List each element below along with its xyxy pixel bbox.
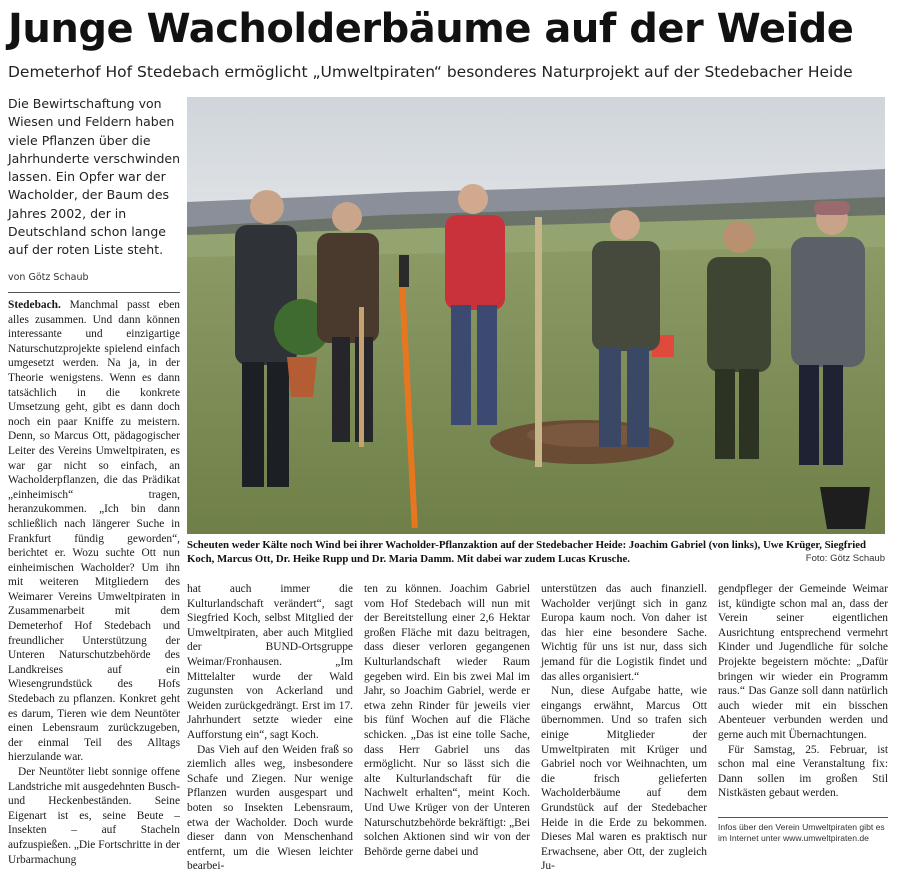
article-column-2: [187, 582, 353, 874]
lead-paragraph: Die Bewirtschaftung von Wiesen und Feldern haben viele Pflanzen über die Jahrhunderte verschwinden lassen. Ein Opfer war der Wacholder, der Baum des Jahres 2002, der in Deutschland schon lange auf der roten Liste steht.: [8, 96, 180, 258]
article-column-1: [8, 298, 180, 867]
article-column-4: [541, 582, 707, 874]
column-4-paragraph-2: Nun, diese Aufgabe hatte, wie eingangs erwähnt, Marcus Ott übernommen. Und so trafen sich einige Mitglieder der Umweltpiraten mit Krüger und Gabriel noch vor Weihnachten, um die frisch gelieferten Wacholderbäume auf dem Grundstück auf der Stedebacher Heide in die Erde zu bekommen. Dieses Mal waren es praktisch nur Erwachsene, aber Ott, der zugleich Ju-: [541, 685, 707, 873]
article-column-5: [718, 582, 888, 801]
headline: Junge Wacholderbäume auf der Weide: [8, 6, 854, 52]
column-4-paragraph-1: unterstützen das auch finanziell. Wacholder verjüngt sich in ganz Europa kaum noch. Von daher ist das hier eine besondere Sache. Wichtig für uns ist nur, dass sich jemand für die Logistik findet und das alles organisiert.“: [541, 583, 707, 683]
planting-scene-illustration: [187, 97, 885, 534]
lead-separator: [8, 292, 180, 293]
column-3-paragraph-1: ten zu können. Joachim Gabriel vom Hof Stedebach will nun mit der Bereitstellung einer 2,6 Hektar großen Fläche mit dazu beitragen, dass dieser verloren gegangenen Kulturlandschaft wieder Raum gegeben wird. Ein bis zwei Mal im Jahr, so Joachim Gabriel, werde er etwa zehn Rinder für jeweils vier bis fünf Wochen auf die Fläche schicken. „Das ist eine tolle Sache, dass Herr Gabriel uns das ermöglicht. Nur so lässt sich die alte Kulturlandschaft für die Nachwelt erhalten“, meint Koch. Und Uwe Krüger von der Unteren Naturschutzbehörde bekräftigt: „Bei solchen Aktionen sind wir von der Behörde gerne dabei und: [364, 583, 530, 858]
column-1-paragraph-1: Manchmal passt eben alles zusammen. Und dann können interessante und einzigartige Naturschutzprojekte spielend einfach umgesetzt werden. Na ja, in der Theorie wenigstens. Wenn es dann tatsächlich in die konkrete Umsetzung geht, gibt es dann doch noch ein paar Kniffe zu meistern. Denn, so Marcus Ott, pädagogischer Leiter des Vereins Umweltpiraten, es war gar nicht so einfach, an Wacholderpflanzen, die das Prädikat „einheimisch“ tragen, heranzukommen. „Ich bin dann schließlich nach längerer Suche in Frankfurt fündig geworden“, berichtet er. Wozu suchte Ott nun einheimischen Wacholder? Um ihn mit weiteren Mitgliedern des Weimarer Vereins Umweltpiraten in Zusammenarbeit mit dem Demeterhof Hof Stedebach und freundlicher Unterstützung der Unteren Naturschutzbehörde des Landkreises auf ein Wiesengrundstück des Hofs Stedebach zu pflanzen. Konkret geht es darum, Tieren wie dem Neuntöter einen Lebensraum zurückzugeben, der einmal Teil des Alltags hierzulande war.: [8, 299, 180, 764]
photo-caption: Scheuten weder Kälte noch Wind bei ihrer Wacholder-Pflanzaktion auf der Stedebacher Heide: Joachim Gabriel (von links), Uwe Krüger, Siegfried Koch, Marcus Ott, Dr. Heike Rupp und Dr. Maria Damm. Mit dabei war zudem Lucas Krusche.: [187, 539, 866, 565]
subheadline: Demeterhof Hof Stedebach ermöglicht „Umweltpiraten“ besonderes Naturprojekt auf der Stedebacher Heide: [8, 63, 853, 81]
article-column-3: [364, 582, 530, 859]
column-2-paragraph-2: Das Vieh auf den Weiden fraß so ziemlich alles weg, insbesondere Schafe und Ziegen. Nur wenige Pflanzen wurden ausgespart und boten so Insekten Lebensraum, etwa der Wacholder. Doch wurde dieser dann von Menschenhand entfernt, um die Wiesen leichter bearbei-: [187, 743, 353, 873]
column-5-paragraph-1: gendpfleger der Gemeinde Weimar ist, kündigte schon mal an, dass der Verein seiner eigentlichen Ausrichtung entsprechend vermehrt Kinder und Jugendliche für solche Projekte begeistern möchte: „Dafür bringen wir wieder ein Programm raus.“ Das Ganze soll dann natürlich auch wieder mit ein bisschen Abenteuer verbunden werden und gerne auch mit Übernachtungen.: [718, 583, 888, 741]
info-separator: [718, 817, 888, 818]
article-photo: [187, 97, 885, 534]
author-byline: von Götz Schaub: [8, 272, 89, 283]
info-note: Infos über den Verein Umweltpiraten gibt es im Internet unter www.umweltpiraten.de: [718, 822, 885, 843]
dateline: Stedebach.: [8, 299, 61, 311]
column-2-paragraph-1: hat auch immer die Kulturlandschaft verändert“, sagt Siegfried Koch, selbst Mitglied der Umweltpiraten, aber auch Mitglied der BUND-Ortsgruppe Weimar/Fronhausen. „Im Mittelalter wurde der Wald zugunsten von Ackerland und Weiden zurückgedrängt. Erst im 17. Jahrhundert setzte wieder eine Aufforstung ein“, sagt Koch.: [187, 583, 353, 741]
photo-credit: Foto: Götz Schaub: [805, 553, 885, 564]
column-1-paragraph-2: Der Neuntöter liebt sonnige offene Landstriche mit ausgedehnten Busch- und Heckenbeständen. Seine Eigenart ist es, seine Beute – Insekten – auf Stacheln aufzuspießen. „Die Fortschritte in der Urbarmachung: [8, 766, 180, 866]
column-5-paragraph-2: Für Samstag, 25. Februar, ist schon mal eine Veranstaltung fix: Dann sollen im großen Stil Nistkästen gebaut werden.: [718, 743, 888, 800]
